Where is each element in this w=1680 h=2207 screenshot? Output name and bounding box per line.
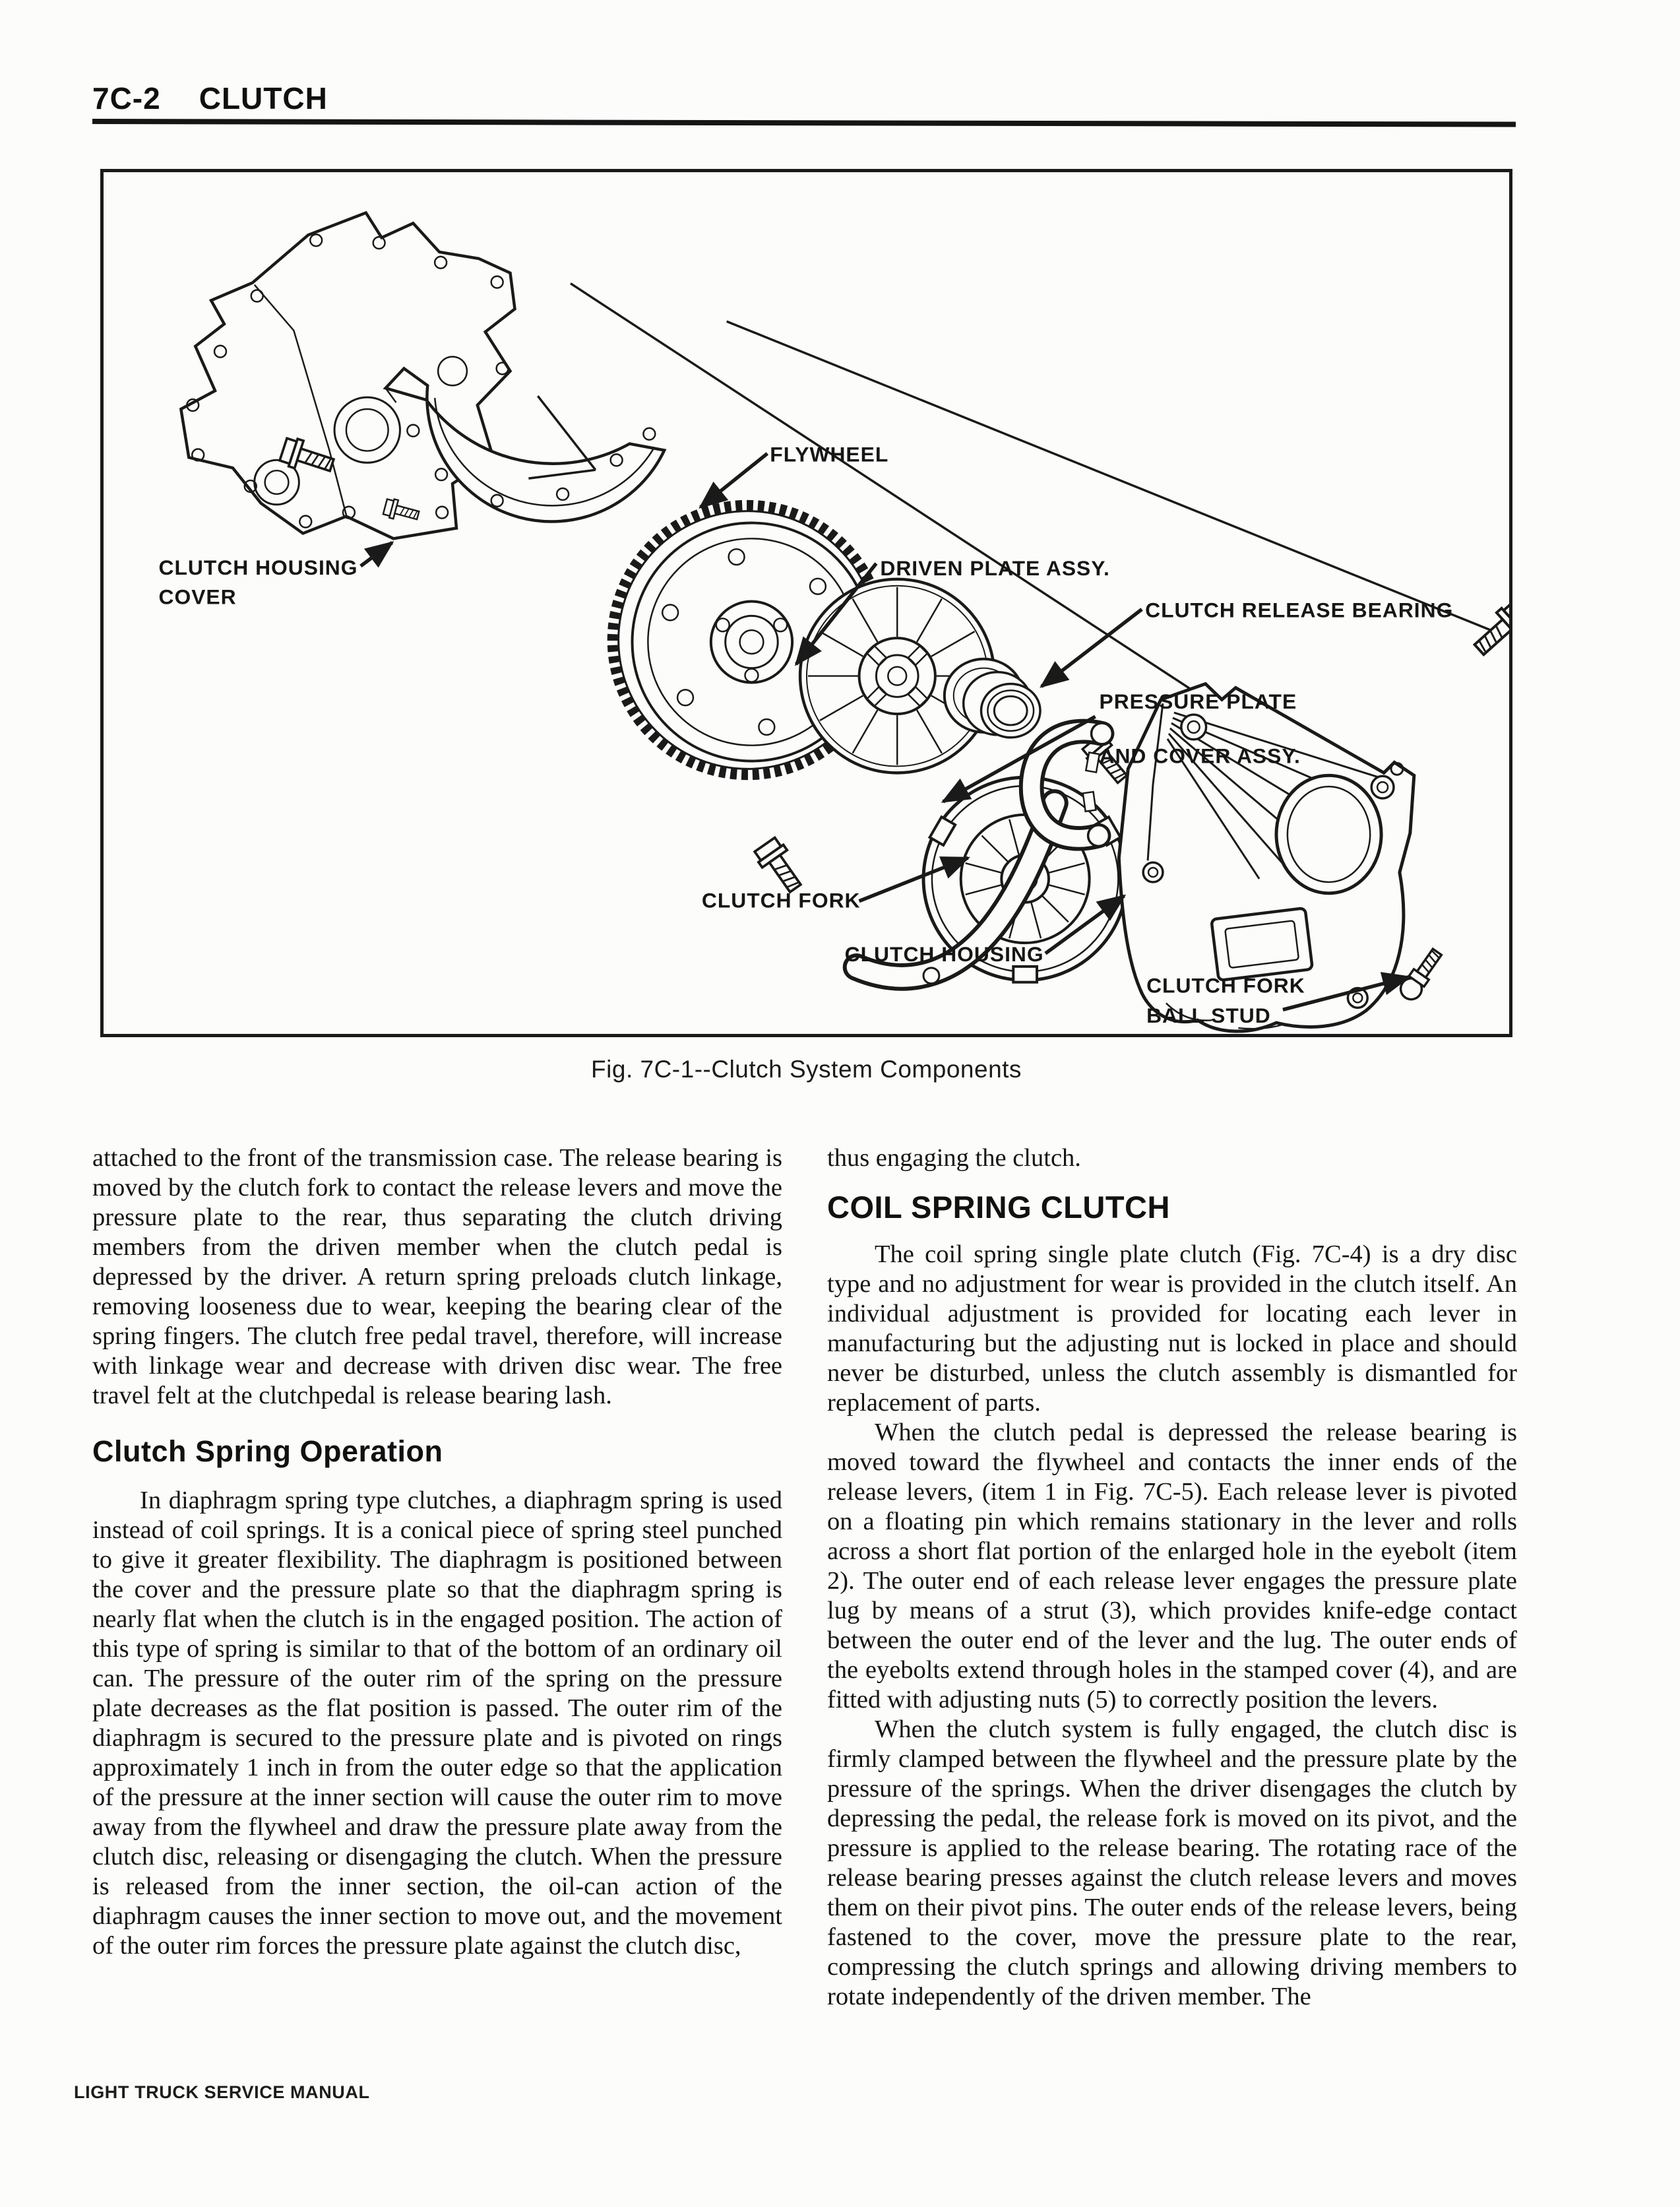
label-clutch-fork: CLUTCH FORK [701,888,861,912]
right-paragraph-0: thus engaging the clutch. [827,1144,1081,1172]
heading-clutch-spring-operation: Clutch Spring Operation [92,1434,443,1468]
label-clutch-housing-cover: CLUTCH HOUSING [158,555,358,579]
figure-clutch-system-components [100,169,1512,1037]
left-column [92,1143,782,2012]
left-paragraph-2: In diaphragm spring type clutches, a diaphragm spring is used instead of coil springs. It is a conical piece of spring steel punched to give it greater flexibility. The diaphragm is positioned between the cover and the pressure plate so that the diaphragm spring is nearly flat when the clutch is in the engaged position. The action of this type of spring is similar to that of the bottom of an ordinary oil can. The pressure of the outer rim of the spring on the pressure plate decreases as the flat position is passed. The outer rim of the diaphragm is secured to the pressure plate and is pivoted on rings approximately 1 inch in from the outer edge so that the application of the pressure at the inner section will cause the outer rim to move away from the flywheel and draw the pressure plate away from the clutch disc, releasing or disengaging the clutch. When the pressure is released from the inner section, the oil-can action of the diaphragm causes the inner section to move out, and the movement of the outer rim forces the pressure plate against the clutch disc, [92,1487,782,1960]
label-clutch-release-bearing: CLUTCH RELEASE BEARING [1145,598,1454,622]
ball-stud-drawing [1396,946,1446,1004]
section-number: 7C-2 [92,81,161,115]
label-ball-stud: CLUTCH FORK [1146,973,1305,998]
label-pressure-plate-line2: AND COVER ASSY. [1099,744,1301,768]
right-paragraph-3: When the clutch system is fully engaged, the clutch disc is firmly clamped between the flywheel and the pressure plate by the pressure of the springs. When the driver disengages the clutch by depressing the pedal, the release fork is moved on its pivot, and the pressure is applied to the release bearing. The rotating race of the release bearing presses against the clutch release levers and moves them on their pivot pins. The outer ends of the release levers, being fastened to the cover, move the pressure plate to the rear, compressing the clutch springs and allowing driving members to rotate independently of the driven member. The [827,1715,1517,2010]
right-paragraph-2: When the clutch pedal is depressed the release bearing is moved toward the flywheel and contacts the inner ends of the release levers, (item 1 in Fig. 7C-5). Each release lever is pivoted on a floating pin which remains stationary in the lever and rolls across a short flat portion of the enlarged hole in the eyebolt (item 2). The outer end of each release lever engages the pressure plate lug by means of a strut (3), which provides knife-edge contact between the outer end of the lever and the lug. The outer ends of the eyebolts extend through holes in the stamped cover (4), and are fitted with adjusting nuts (5) to correctly position the levers. [827,1419,1517,1713]
heading-coil-spring-clutch: COIL SPRING CLUTCH [827,1190,1170,1225]
clutch-diagram-svg [104,172,1509,1034]
label-flywheel: FLYWHEEL [770,442,889,466]
label-ball-stud-line2: BALL STUD [1146,1004,1271,1028]
transmission-case-drawing [181,212,514,538]
footer-manual-name: LIGHT TRUCK SERVICE MANUAL [74,2082,370,2102]
figure-caption: Fig. 7C-1--Clutch System Components [591,1056,1022,1083]
header-rule [92,119,1516,127]
right-paragraph-1: The coil spring single plate clutch (Fig. 7C-4) is a dry disc type and no adjustment for wear is provided in the clutch itself. An individual adjustment is provided for locating each lever in manufacturing but the adjusting nut is locked in place and should never be disturbed, unless the clutch assembly is dismantled for replacement of parts. [827,1240,1517,1417]
bolt-icon [1468,600,1509,661]
label-driven-plate: DRIVEN PLATE ASSY. [880,556,1110,580]
label-pressure-plate: PRESSURE PLATE [1099,689,1297,714]
body-columns [92,1143,1517,2012]
left-paragraph-1: attached to the front of the transmission case. The release bearing is moved by the clutch fork to contact the release levers and move the pressure plate to the rear, thus separating the clutch driving members from the driven member when the clutch pedal is depressed by the driver. A return spring preloads clutch linkage, removing looseness due to wear, keeping the bearing clear of the spring fingers. The clutch free pedal travel, therefore, will increase with linkage wear and decrease with driven disc wear. The free travel felt at the clutchpedal is release bearing lash. [92,1144,782,1409]
right-column [827,1143,1517,2012]
label-clutch-housing-cover-line2: COVER [158,585,237,609]
page-title: CLUTCH [199,81,328,115]
label-clutch-housing: CLUTCH HOUSING [844,942,1044,966]
page-header [92,80,328,116]
bolt-icon [753,836,808,897]
